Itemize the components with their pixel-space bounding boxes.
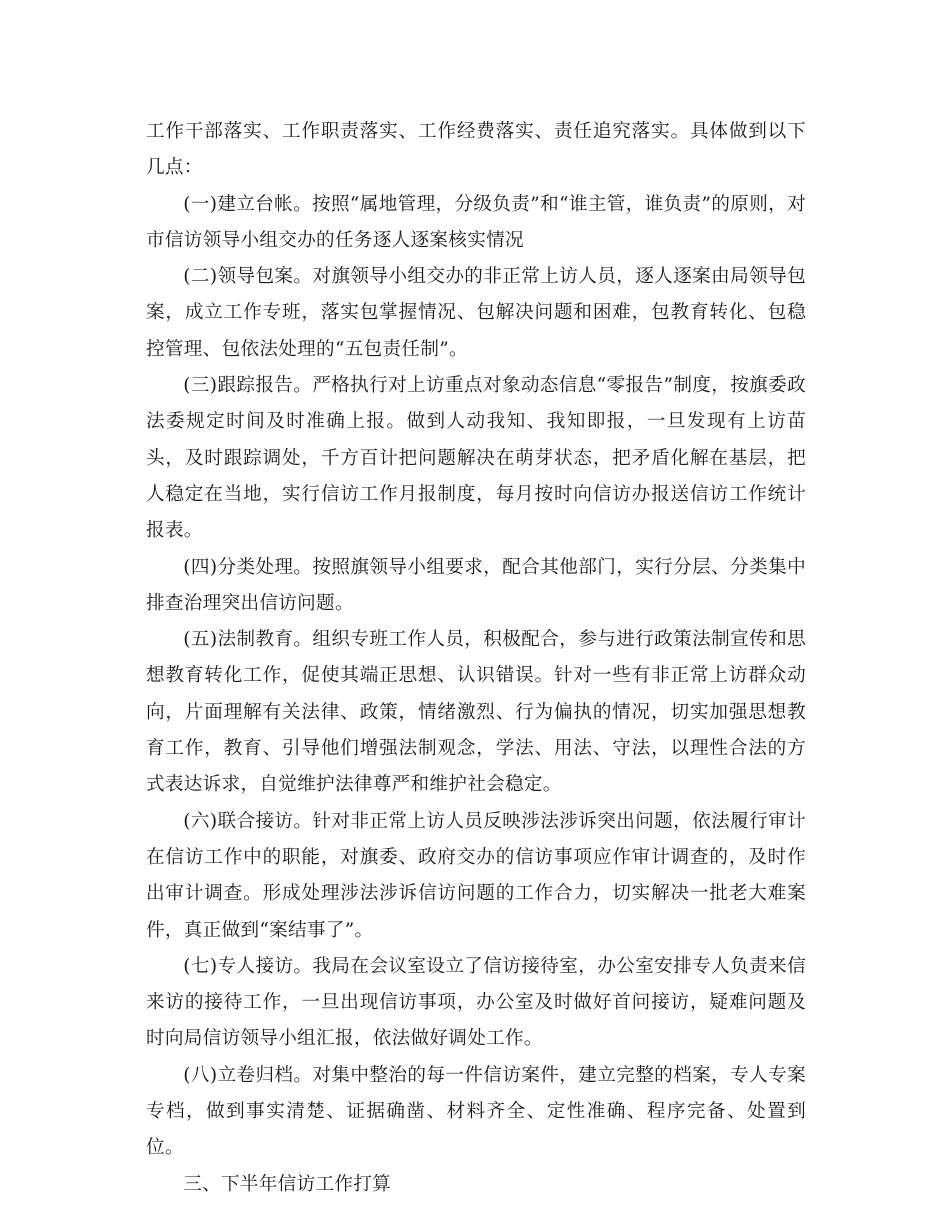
section-heading: 三、下半年信访工作打算	[183, 1173, 392, 1195]
paragraph-dedicated-reception: (七)专人接访。我局在会议室设立了信访接待室，办公室安排专人负责来信来访的接待工作，一旦出现信访事项，办公室及时做好首问接访，疑难问题及时向局信访领导小组汇报，依法做好调处工作。	[146, 955, 806, 1050]
paragraph-joint-reception: (六)联合接访。针对非正常上访人员反映涉法涉诉突出问题，依法履行审计在信访工作中的职能，对旗委、政府交办的信访事项应作审计调查的，及时作出审计调查。形成处理涉法涉诉信访问题的工作合力，切实解决一批老大难案件，真正做到“案结事了”。	[146, 810, 806, 941]
paragraph-classified-handling: (四)分类处理。按照旗领导小组要求，配合其他部门，实行分层、分类集中排查治理突出信访问题。	[146, 556, 806, 614]
paragraph-archiving: (八)立卷归档。对集中整治的每一件信访案件，建立完整的档案，专人专案专档，做到事实清楚、证据确凿、材料齐全、定性准确、程序完备、处置到位。	[146, 1064, 806, 1159]
paragraph-leader-cases: (二)领导包案。对旗领导小组交办的非正常上访人员，逐人逐案由局领导包案，成立工作专班，落实包掌握情况、包解决问题和困难，包教育转化、包稳控管理、包依法处理的“五包责任制”。	[146, 266, 806, 360]
paragraph-establish-ledger: (一)建立台帐。按照“属地管理，分级负责”和“谁主管，谁负责”的原则，对市信访领导小组交办的任务逐人逐案核实情况	[146, 193, 806, 251]
paragraph-legal-education: (五)法制教育。组织专班工作人员，积极配合，参与进行政策法制宣传和思想教育转化工作，促使其端正思想、认识错误。针对一些有非正常上访群众动向，片面理解有关法律、政策，情绪激烈、行为偏执的情况，切实加强思想教育工作，教育、引导他们增强法制观念，学法、用法、守法，以理性合法的方式表达诉求，自觉维护法律尊严和维护社会稳定。	[146, 629, 806, 796]
document-page	[146, 114, 806, 1203]
paragraph-intro: 工作干部落实、工作职责落实、工作经费落实、责任追究落实。具体做到以下几点：	[146, 121, 806, 179]
paragraph-tracking-report: (三)跟踪报告。严格执行对上访重点对象动态信息“零报告”制度，按旗委政法委规定时间及时准确上报。做到人动我知、我知即报，一旦发现有上访苗头，及时跟踪调处，千方百计把问题解决在萌芽状态，把矛盾化解在基层，把人稳定在当地，实行信访工作月报制度，每月按时向信访办报送信访工作统计报表。	[146, 375, 806, 542]
